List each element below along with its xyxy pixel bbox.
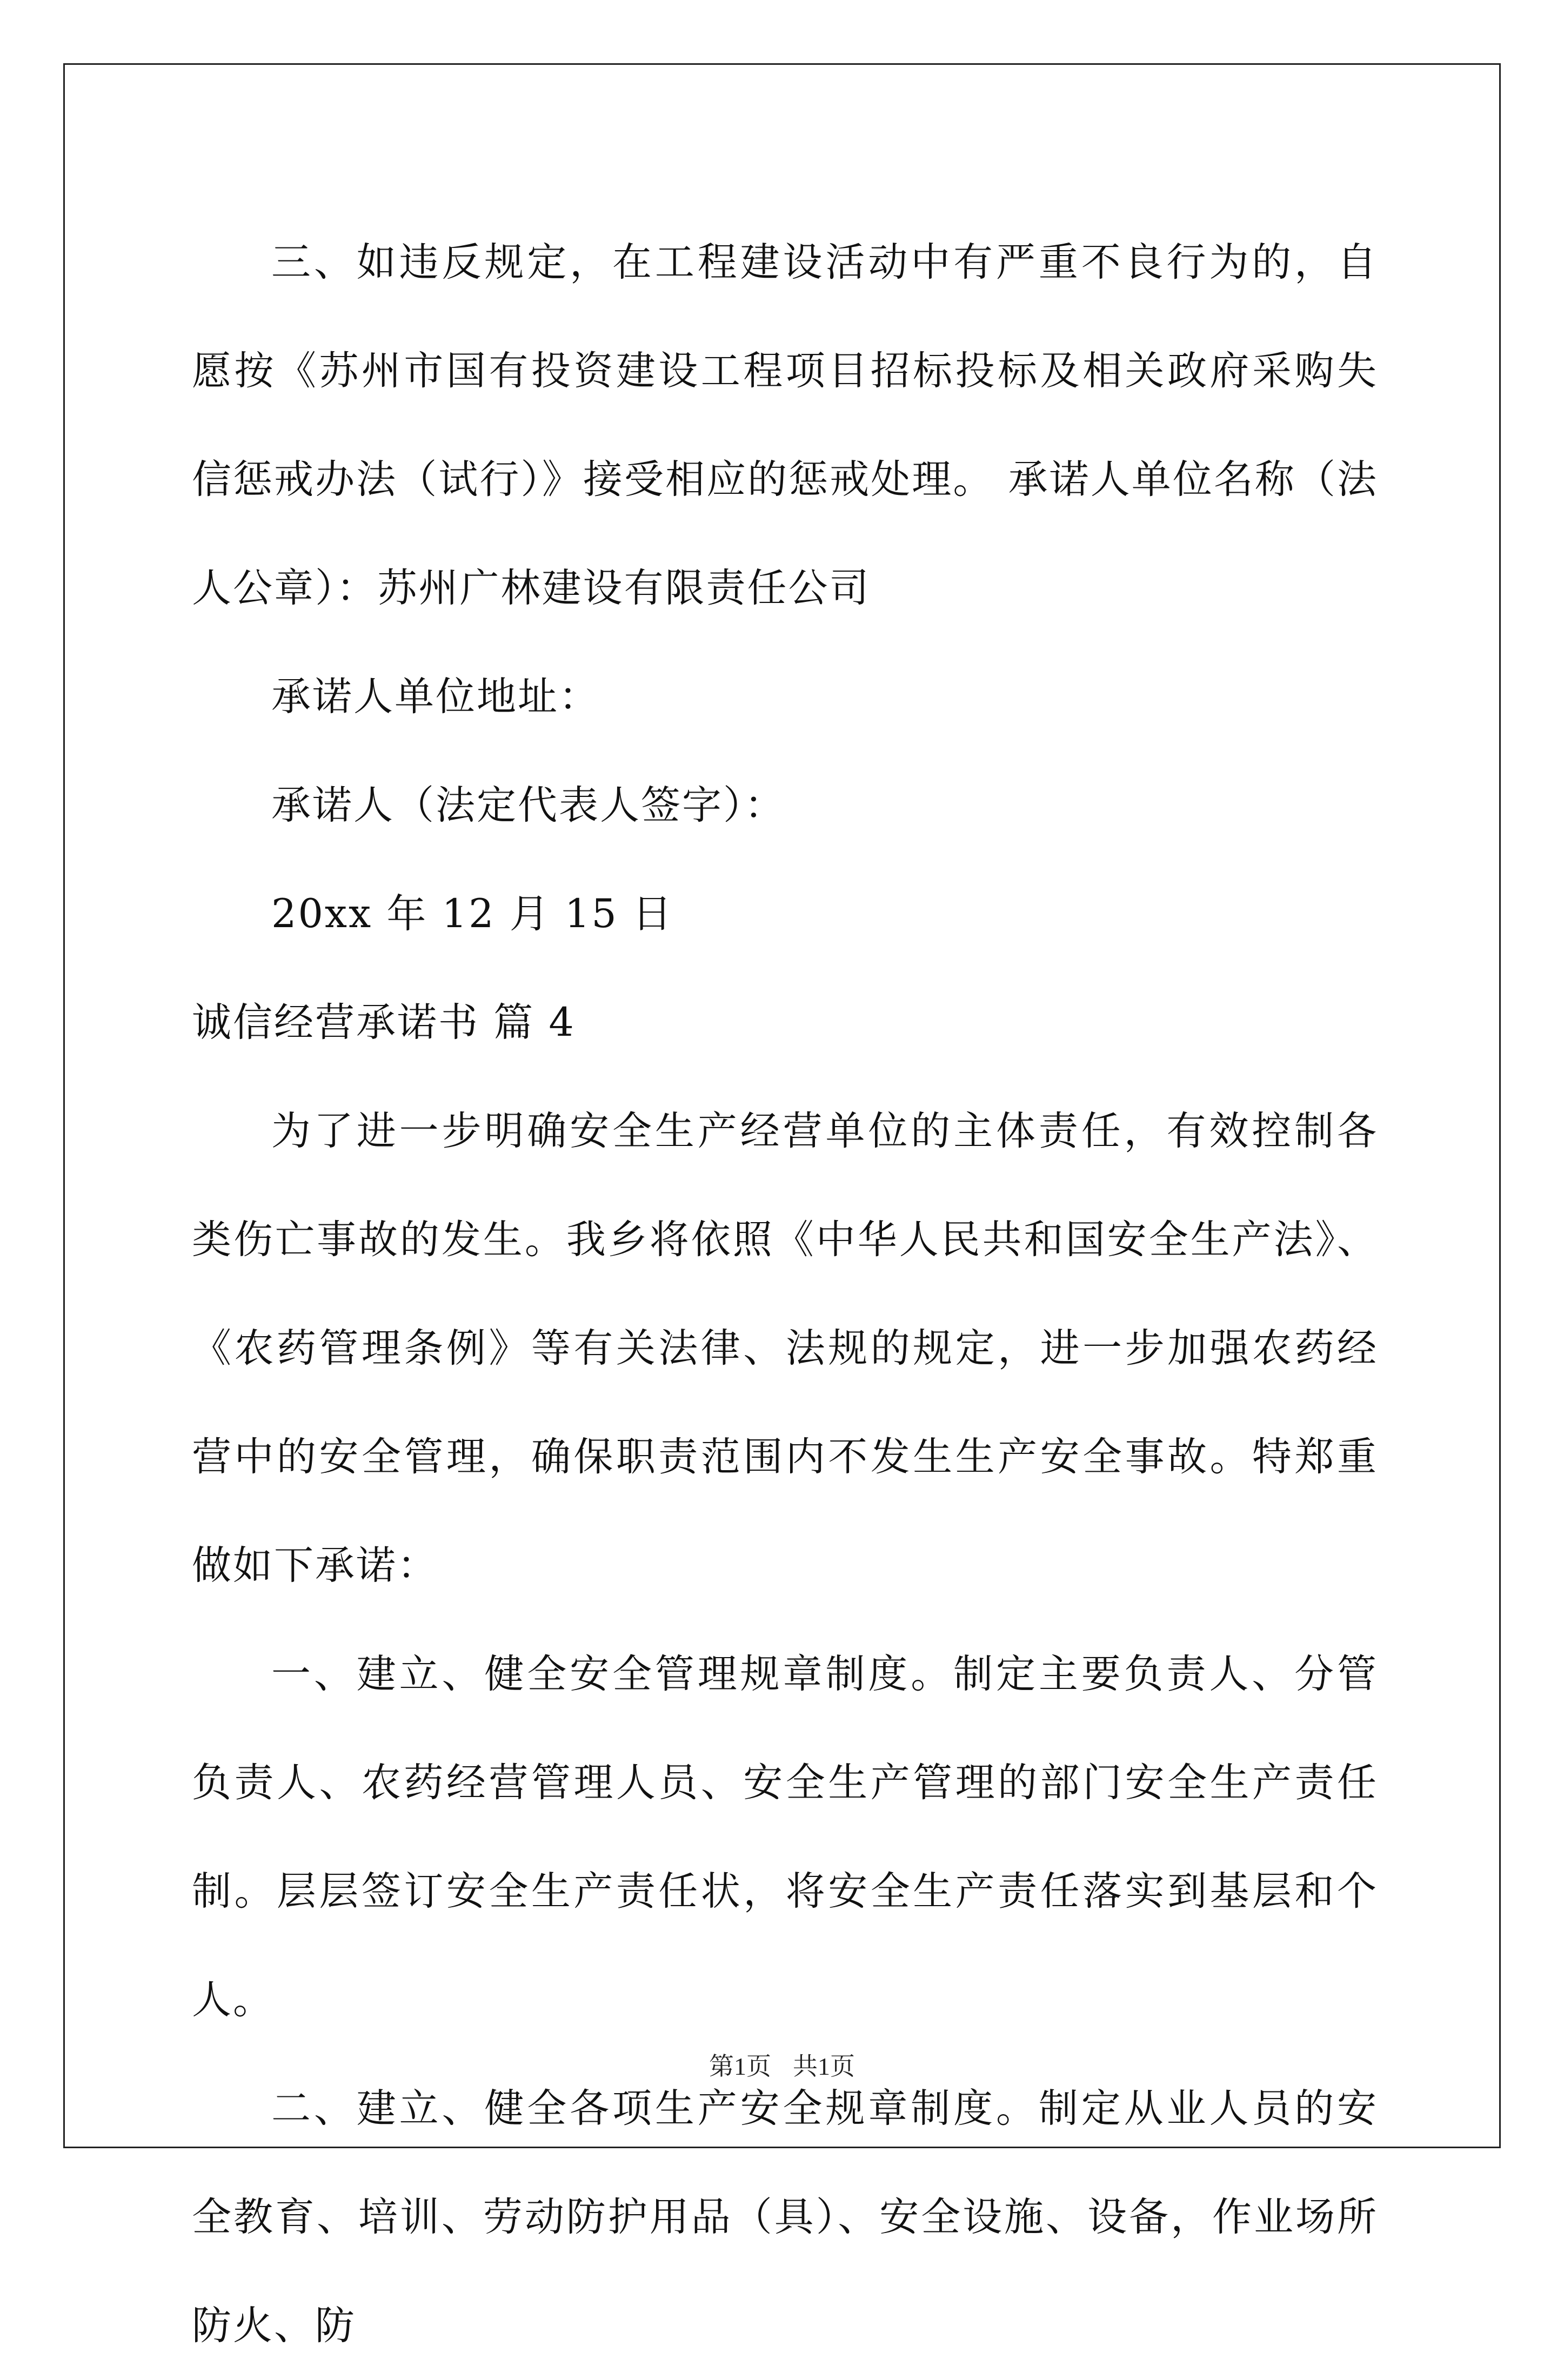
section-heading: 诚信经营承诺书 篇 4 <box>192 1000 576 1045</box>
page-total: 共1页 <box>793 2053 855 2080</box>
paragraph-signature: 承诺人（法定代表人签字）： <box>271 782 786 828</box>
paragraph-date: 20xx 年 12 月 15 日 <box>271 891 674 937</box>
page-footer <box>0 2050 1564 2083</box>
paragraph-clause-two: 二、建立、健全各项生产安全规章制度。制定从业人员的安全教育、培训、劳动防护用品（具）、安全设施、设备，作业场所防火、防 <box>192 2086 1378 2349</box>
paragraph-clause-one: 一、建立、健全安全管理规章制度。制定主要负责人、分管负责人、农药经营管理人员、安全生产管理的部门安全生产责任制。层层签订安全生产责任状，将安全生产责任落实到基层和个人。 <box>192 1651 1378 2023</box>
paragraph-violation-clause: 三、如违反规定，在工程建设活动中有严重不良行为的，自愿按《苏州市国有投资建设工程项目招标投标及相关政府采购失信惩戒办法（试行）》接受相应的惩戒处理。 承诺人单位名称（法人公章）：苏州广林建设有限责任公司 <box>192 239 1379 611</box>
page-number: 第1页 <box>709 2053 771 2080</box>
paragraph-intro: 为了进一步明确安全生产经营单位的主体责任，有效控制各类伤亡事故的发生。我乡将依照《中华人民共和国安全生产法》、《农药管理条例》等有关法律、法规的规定，进一步加强农药经营中的安全管理，确保职责范围内不发生生产安全事故。特郑重做如下承诺： <box>192 1108 1378 1588</box>
paragraph-address: 承诺人单位地址： <box>271 674 600 720</box>
